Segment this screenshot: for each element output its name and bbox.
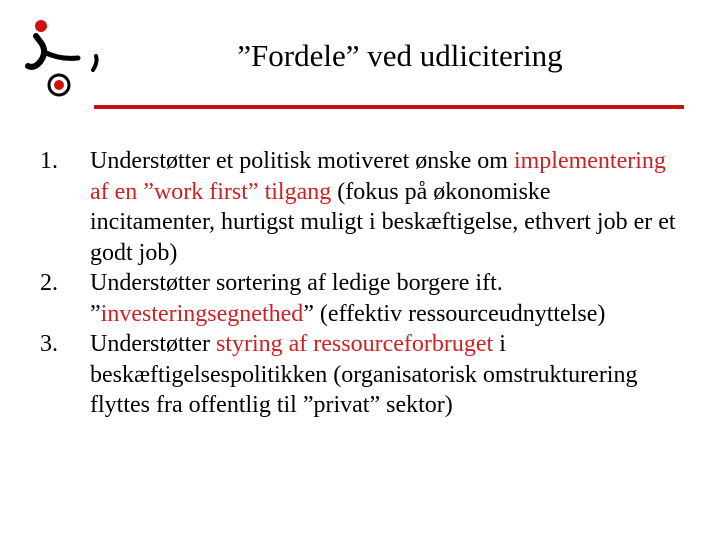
logo-icon xyxy=(22,14,106,106)
item-text: Understøtter sortering af ledige borgere ift. ” xyxy=(90,270,503,327)
numbered-list xyxy=(40,146,680,421)
item-text: (fokus på økonomiske incitamenter, hurtigst muligt i beskæftigelse, ethvert job er et godt job) xyxy=(90,178,676,266)
list-item xyxy=(40,329,680,421)
title-divider xyxy=(94,105,684,109)
page-title: ”Fordele” ved udlicitering xyxy=(237,38,563,73)
list-item xyxy=(40,268,680,329)
item-highlight-text: investeringsegnethed xyxy=(100,300,304,327)
list-number: 2. xyxy=(40,270,58,296)
item-text: ” (effektiv ressourceudnyttelse) xyxy=(303,300,606,327)
item-text: Understøtter xyxy=(90,331,216,357)
item-text: i beskæftigelsespolitikken (organisatorisk omstrukturering flyttes fra offentlig til ”privat” sektor) xyxy=(90,331,638,418)
item-highlight-text: styring af ressourceforbruget xyxy=(215,331,494,357)
item-highlight-text: implementering af en ”work first” tilgang xyxy=(90,148,666,205)
list-item xyxy=(40,146,680,268)
item-text: Understøtter et politisk motiveret ønske om xyxy=(90,148,514,174)
list-number: 1. xyxy=(40,148,58,174)
list-number: 3. xyxy=(40,331,58,357)
